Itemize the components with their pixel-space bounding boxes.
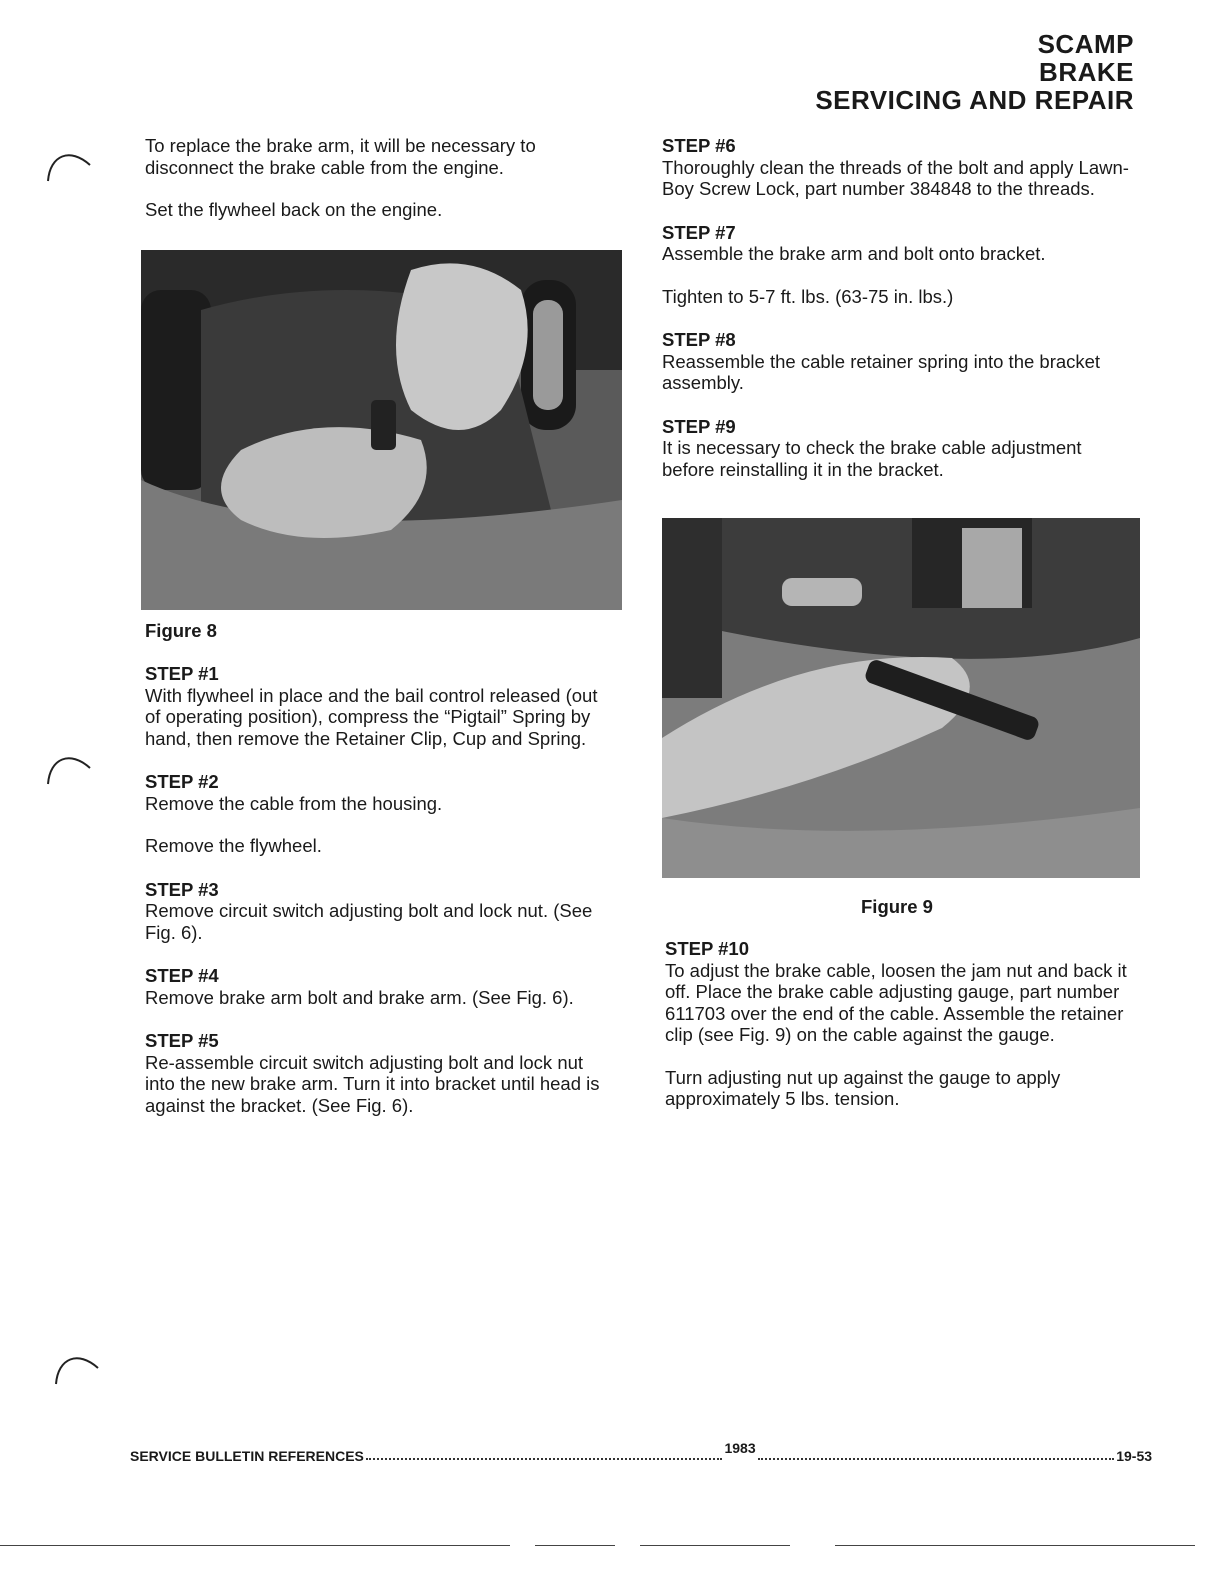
step-title: STEP #7 — [662, 221, 736, 243]
step-title: STEP #3 — [145, 878, 219, 900]
step-title: STEP #10 — [665, 938, 749, 959]
step-extra: Remove the flywheel. — [145, 835, 322, 856]
step-extra: Turn adjusting nut up against the gauge to apply approximately 5 lbs. tension. — [665, 1066, 1061, 1109]
step-body: Thoroughly clean the threads of the bolt and apply Lawn-Boy Screw Lock, part number 384848 to the threads. — [662, 156, 1129, 199]
step-body: Reassemble the cable retainer spring into the bracket assembly. — [662, 350, 1101, 393]
header-section: BRAKE — [1039, 57, 1134, 87]
figure-9-photo — [662, 518, 1140, 878]
step-title: STEP #5 — [145, 1030, 219, 1051]
divider — [835, 1545, 1195, 1546]
step-5 — [145, 1030, 617, 1116]
step-body: Assemble the brake arm and bolt onto bracket. — [662, 243, 1046, 264]
step-3 — [145, 879, 617, 944]
footer-dots — [366, 1458, 723, 1460]
step-body: Remove the cable from the housing. — [145, 792, 443, 814]
step-body: It is necessary to check the brake cable adjustment before reinstalling it in the bracket. — [662, 437, 1082, 480]
step-10 — [665, 938, 1137, 1110]
step-body: To adjust the brake cable, loosen the jam nut and back it off. Place the brake cable adjusting gauge, part number 611703 over the end of the cable. Assemble the retainer clip (see Fig. 9) on the cable against the gauge. — [665, 959, 1127, 1045]
binder-hole-icon — [40, 748, 100, 788]
header-model: SCAMP — [1037, 29, 1134, 59]
step-7 — [662, 222, 1134, 308]
footer-label: SERVICE BULLETIN REFERENCES — [130, 1448, 364, 1464]
step-body: With flywheel in place and the bail control released (out of operating position), compress the “Pigtail” Spring by hand, then remove the Retainer Clip, Cup and Spring. — [145, 684, 598, 749]
footer-dots — [758, 1458, 1115, 1460]
figure-8-photo — [141, 250, 622, 610]
figure-8-caption: Figure 8 — [145, 620, 217, 641]
step-title: STEP #2 — [145, 771, 219, 792]
step-6 — [662, 135, 1134, 200]
step-title: STEP #8 — [662, 329, 736, 350]
step-title: STEP #1 — [145, 663, 219, 684]
figure-9-caption: Figure 9 — [861, 896, 933, 917]
step-body: Remove brake arm bolt and brake arm. (See Fig. 6). — [145, 986, 574, 1008]
step-9 — [662, 416, 1134, 481]
left-steps — [145, 663, 617, 1138]
step-title: STEP #4 — [145, 965, 219, 986]
step-1 — [145, 663, 617, 749]
step-body: Remove circuit switch adjusting bolt and lock nut. (See Fig. 6). — [145, 900, 593, 943]
header-title: SERVICING AND REPAIR — [815, 85, 1134, 115]
page-header — [815, 30, 1134, 114]
step-8 — [662, 329, 1134, 394]
binder-hole-icon — [48, 1348, 108, 1388]
footer-page-number: 19-53 — [1116, 1448, 1153, 1464]
intro-paragraph: To replace the brake arm, it will be necessary to disconnect the brake cable from the engine. — [145, 135, 536, 178]
right-steps-top — [662, 135, 1134, 502]
divider — [640, 1545, 790, 1546]
divider — [535, 1545, 615, 1546]
step-body: Re-assemble circuit switch adjusting bolt and lock nut into the new brake arm. Turn it into bracket until head is against the bracket. (See Fig. 6). — [145, 1051, 600, 1116]
intro-text — [145, 135, 617, 242]
footer-year: 1983 — [724, 1440, 756, 1456]
step-2 — [145, 771, 617, 857]
binder-hole-icon — [40, 145, 100, 185]
step-title: STEP #6 — [662, 135, 736, 156]
right-steps-bottom — [665, 938, 1137, 1132]
step-title: STEP #9 — [662, 415, 736, 437]
footer — [130, 1440, 1153, 1464]
step-4 — [145, 965, 617, 1008]
step-extra: Tighten to 5-7 ft. lbs. (63-75 in. lbs.) — [662, 285, 954, 307]
intro-paragraph: Set the flywheel back on the engine. — [145, 199, 443, 220]
figure-9-illustration — [662, 518, 1140, 878]
divider — [0, 1545, 510, 1546]
figure-8-illustration — [141, 250, 622, 610]
